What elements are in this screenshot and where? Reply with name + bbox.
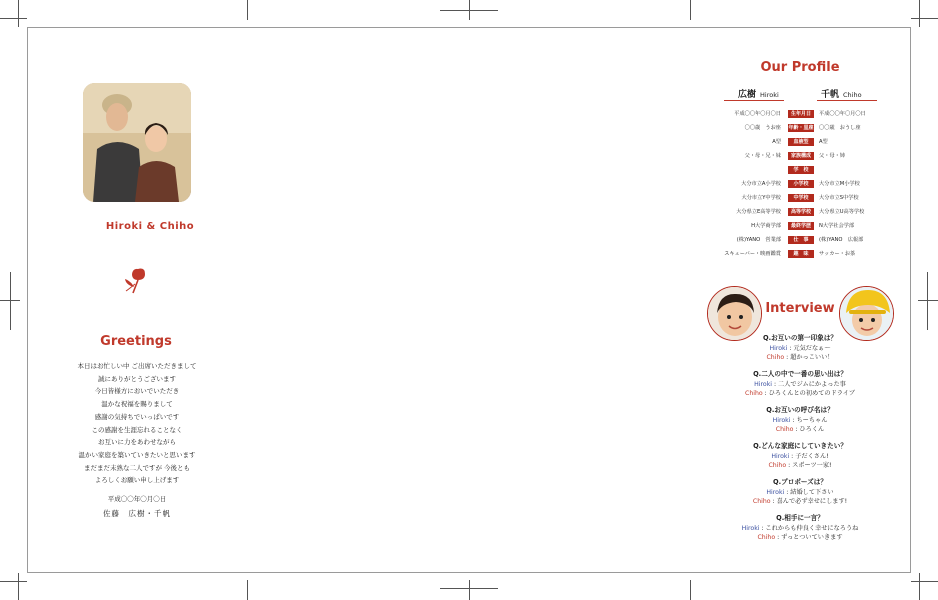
profile-title: Our Profile (760, 60, 840, 75)
bride-value: (株)YANO 広報部 (819, 237, 864, 243)
bride-answer-text: ひろくんとの初めてのドライブ (768, 390, 855, 397)
crop-mark (918, 300, 938, 301)
profile-label: 最終学歴 (788, 222, 814, 230)
greetings-message (52, 360, 222, 487)
interview-item (700, 442, 900, 471)
bride-answer-name: Chiho (745, 390, 763, 397)
couple-name: Hiroki & Chiho (105, 221, 195, 232)
groom-value: A型 (772, 139, 781, 145)
greeting-line: 感謝の気持ちでいっぱいです (94, 412, 180, 421)
crop-mark (911, 18, 938, 19)
crop-mark (18, 573, 19, 600)
groom-answer-text: 元気だなぁ～ (793, 344, 831, 352)
greeting-line: この感謝を生涯忘れることなく (91, 425, 183, 434)
interview-item (700, 406, 900, 435)
interview-item (700, 334, 900, 363)
crop-mark (919, 573, 920, 600)
groom-name (738, 87, 779, 100)
bride-answer: Chiho : ずっとついていきます (757, 534, 843, 541)
groom-answer-name: Hiroki (769, 344, 788, 352)
bride-answer-name: Chiho (775, 426, 794, 433)
crop-mark (911, 581, 938, 582)
profile-label: 生年月日 (788, 110, 814, 118)
bride-romaji: Chiho (843, 91, 862, 99)
groom-answer: Hiroki : ちーちゃん (772, 416, 828, 424)
profile-row (700, 221, 900, 231)
profile-label: 中学校 (788, 194, 814, 202)
profile-row (700, 235, 900, 245)
groom-answer-text: 二人でジムにかよった事 (778, 380, 846, 388)
groom-value: スキューバー・映画鑑賞 (724, 251, 781, 257)
groom-answer: Hiroki : これからも仲良く幸せになろうね (741, 524, 859, 532)
groom-answer: Hiroki : 元気だなぁ～ (769, 344, 831, 352)
interview-item (700, 478, 900, 507)
greeting-line: よろしくお願い申し上げます (94, 476, 180, 485)
interview-item (700, 370, 900, 399)
greeting-date: 平成〇〇年〇月〇日 (107, 495, 167, 503)
groom-value: H大学商学部 (751, 223, 781, 229)
profile-row (700, 123, 900, 133)
interview-title: Interview (765, 301, 835, 316)
bride-value: 父・母・姉 (819, 153, 845, 159)
groom-value: (株)YANO 営業部 (736, 237, 781, 243)
profile-row (700, 193, 900, 203)
bride-answer-text: ひろくん (799, 426, 825, 433)
profile-row (700, 249, 900, 259)
greeting-line: お互いに力をあわせながら (98, 438, 176, 447)
groom-answer-name: Hiroki (741, 524, 760, 532)
crop-mark (690, 580, 691, 600)
groom-child-photo (707, 286, 762, 341)
groom-value: 大分市立Y中学校 (741, 195, 781, 201)
greeting-signature: 佐藤 広樹・千帆 (103, 509, 171, 518)
profile-row (700, 151, 900, 161)
bride-value: A型 (819, 139, 828, 145)
greeting-line: まだまだ未熟な二人ですが 今後とも (83, 463, 191, 472)
greeting-line: 本日はお忙しい中 ご出席いただきまして (77, 362, 197, 370)
profile-row (700, 165, 900, 175)
groom-answer-text: 結婚して下さい (790, 488, 834, 496)
question: Q.お互いの呼び名は？ (766, 406, 834, 414)
bride-answer-text: 超かっこいい！ (790, 354, 834, 361)
profile-label: 仕 事 (788, 236, 814, 244)
groom-answer-name: Hiroki (766, 488, 785, 496)
greeting-line: 今日皆様方においでいただき (94, 387, 180, 396)
groom-value: 大分市立A小学校 (741, 181, 781, 187)
crop-mark (927, 272, 928, 330)
greetings-title: Greetings (100, 334, 172, 349)
couple-photo (83, 83, 191, 202)
groom-rule (724, 100, 784, 101)
bride-answer: Chiho : スポーツ一家! (768, 462, 832, 469)
interview-item (700, 514, 900, 543)
bride-rule (817, 100, 877, 101)
bride-child-photo (839, 286, 894, 341)
bride-answer: Chiho : ひろくんとの初めてのドライブ (745, 390, 855, 397)
bride-value: 〇〇歳 おうし座 (819, 125, 861, 131)
profile-label: 家族構成 (788, 152, 814, 160)
profile-label: 年齢・星座 (788, 125, 814, 131)
groom-romaji: Hiroki (760, 91, 779, 99)
groom-value: 〇〇歳 うお座 (744, 125, 781, 131)
bride-answer-text: スポーツ一家! (792, 462, 832, 469)
groom-value: 父・母・兄・妹 (744, 153, 781, 159)
profile-row (700, 109, 900, 119)
bride-answer-text: 喜んで必ず幸せにします! (776, 498, 848, 505)
crop-mark (469, 0, 470, 20)
groom-answer: Hiroki : 二人でジムにかよった事 (754, 380, 846, 388)
crop-mark (469, 580, 470, 600)
bride-answer-name: Chiho (752, 498, 771, 505)
bride-value: サッカー・お茶 (819, 251, 856, 257)
profile-row (700, 179, 900, 189)
bride-answer: Chiho : 超かっこいい！ (766, 354, 834, 361)
question: Q.どんな家庭にしていきたい？ (753, 442, 847, 450)
groom-value: 平成〇〇年〇月〇日 (734, 111, 781, 117)
crop-mark (919, 0, 920, 27)
profile-label: 血液型 (788, 138, 814, 146)
bride-answer: Chiho : 喜んで必ず幸せにします! (752, 498, 848, 505)
profile-label: 高等学校 (788, 208, 814, 216)
groom-value: 大分県立E高等学校 (736, 209, 781, 215)
profile-label: 趣 味 (788, 250, 814, 258)
profile-label: 小学校 (788, 180, 814, 188)
bride-answer-text: ずっとついていきます (781, 534, 843, 541)
question: Q.相手に一言？ (776, 514, 824, 522)
bride-name (821, 87, 862, 100)
groom-answer-text: ちーちゃん (796, 416, 828, 424)
greeting-line: 誠にありがとうございます (98, 374, 176, 383)
groom-answer-name: Hiroki (771, 452, 790, 460)
groom-answer-text: これからも仲良く幸せになろうね (765, 524, 859, 532)
groom-answer-name: Hiroki (772, 416, 791, 424)
crop-mark (0, 581, 27, 582)
bride-answer: Chiho : ひろくん (775, 426, 825, 433)
bride-value: 大分県立U高等学校 (819, 209, 865, 215)
crop-mark (690, 0, 691, 20)
question: Q.二人の中で一番の思い出は？ (753, 370, 847, 378)
bride-answer-name: Chiho (757, 534, 776, 541)
bride-value: 大分市立S中学校 (819, 195, 859, 201)
rose-icon (123, 265, 151, 295)
groom-answer: Hiroki : 結婚して下さい (766, 488, 834, 496)
greeting-line: 温かな祝福を賜りまして (101, 400, 173, 409)
bride-answer-name: Chiho (766, 354, 785, 361)
groom-kanji: 広樹 (738, 90, 757, 100)
groom-answer-name: Hiroki (754, 380, 772, 388)
crop-mark (247, 0, 248, 20)
profile-row (700, 137, 900, 147)
groom-answer: Hiroki : 子だくさん! (771, 452, 829, 460)
groom-answer-text: 子だくさん! (795, 452, 829, 460)
crop-mark (18, 0, 19, 27)
profile-label: 学 校 (788, 166, 814, 174)
bride-value: 平成〇〇年〇月〇日 (819, 111, 866, 117)
question: Q.プロポーズは？ (773, 478, 827, 486)
question: Q.お互いの第一印象は？ (762, 334, 838, 342)
bride-kanji: 千帆 (821, 90, 840, 100)
crop-mark (10, 272, 11, 330)
bride-value: N大学社会学部 (819, 223, 855, 229)
crop-mark (247, 580, 248, 600)
bride-answer-name: Chiho (768, 462, 787, 469)
bride-value: 大分市立M小学校 (819, 181, 860, 187)
crop-mark (0, 18, 27, 19)
greeting-line: 温かい家庭を築いていきたいと思います (78, 450, 196, 459)
profile-row (700, 207, 900, 217)
